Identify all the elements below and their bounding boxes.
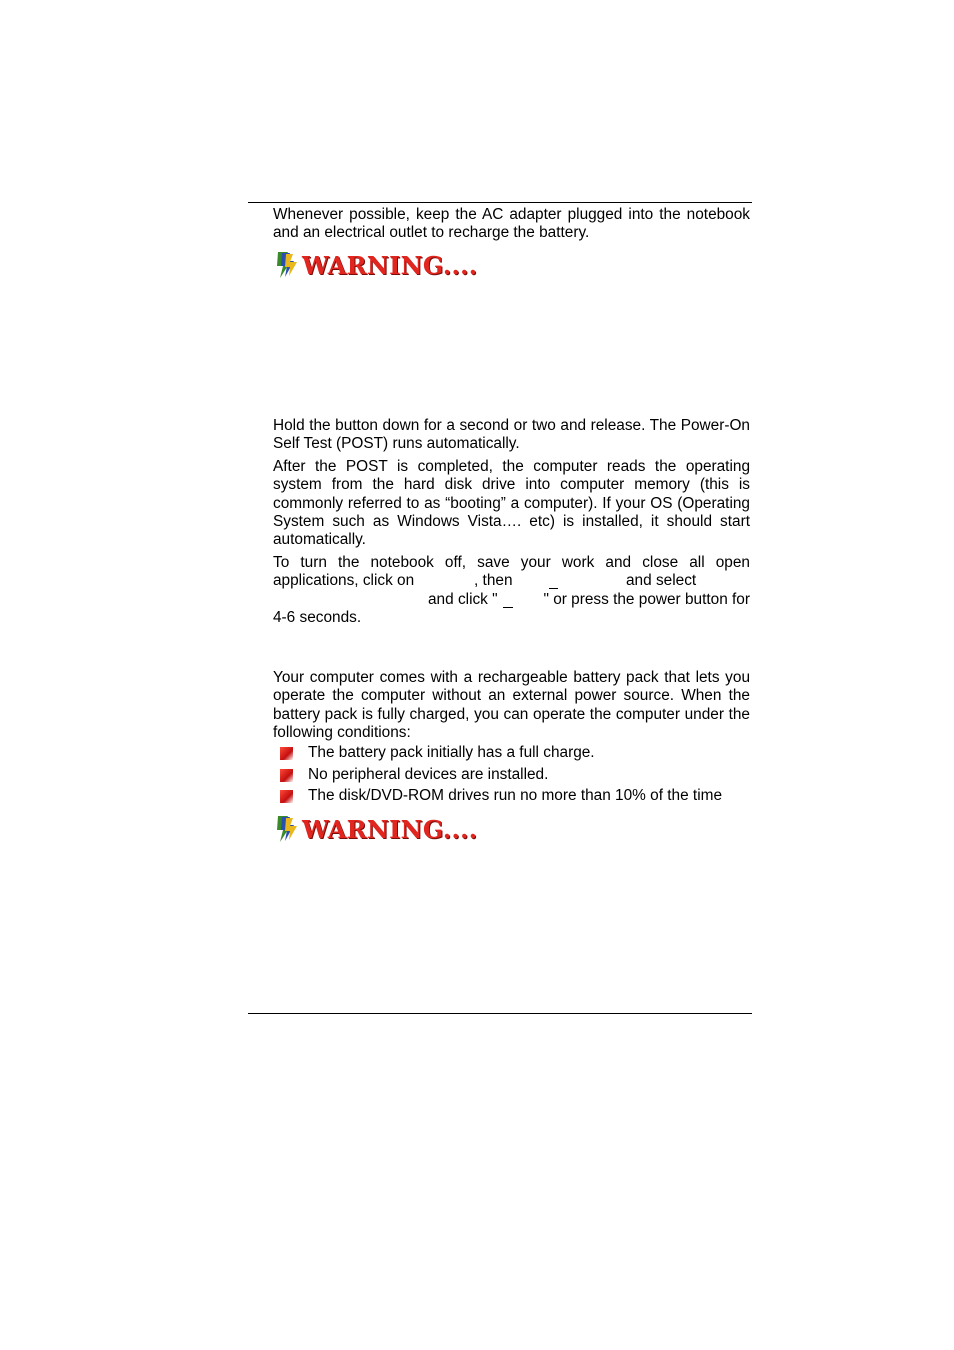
turn-off-line-1: To turn the notebook off, save your work and close all open [273, 554, 750, 571]
para-hold-button: Hold the button down for a second or two and release. The Power-On Self Test (POST) runs automatically. [273, 417, 750, 453]
top-rule [248, 202, 752, 203]
bullet-square-icon [280, 790, 293, 803]
para-turn-off [273, 554, 750, 627]
turn-off-text-e: " or press the power button for [543, 590, 750, 608]
bullet-text: No peripheral devices are installed. [308, 766, 549, 784]
bullet-square-icon [280, 769, 293, 782]
lightning-bolt-icon [274, 815, 300, 843]
turn-off-text-c: and select [626, 572, 697, 590]
turn-off-text-a: applications, click on [273, 572, 415, 590]
turn-off-text-d: and click " [428, 590, 498, 608]
bullet-item-1 [280, 744, 595, 762]
turn-off-text-b: , then [474, 572, 513, 590]
bullet-text: The disk/DVD-ROM drives run no more than 10% of the time [308, 787, 722, 805]
bullet-item-2 [280, 766, 549, 784]
underline-mark [549, 576, 558, 589]
para-adapter: Whenever possible, keep the AC adapter plugged into the notebook and an electrical outlet to recharge the battery. [273, 206, 750, 242]
turn-off-line-4: 4-6 seconds. [273, 608, 362, 626]
bullet-item-3 [280, 787, 722, 805]
underline-mark-2 [503, 595, 513, 608]
para-battery: Your computer comes with a rechargeable battery pack that lets you operate the computer without an external power source. When the battery pack is fully charged, you can operate the computer under the following conditions: [273, 669, 750, 741]
warning-label: WARNING.... [302, 814, 478, 844]
warning-label: WARNING.... [302, 250, 478, 280]
para-post: After the POST is completed, the computer reads the operating system from the hard disk drive into computer memory (this is commonly referred to as “booting” a computer). If your OS (Operating System such as Windows Vista…. etc) is installed, it should start automatically. [273, 458, 750, 549]
bottom-rule [248, 1013, 752, 1014]
bullet-text: The battery pack initially has a full charge. [308, 744, 595, 762]
warning-heading-2 [274, 814, 477, 844]
warning-heading-1 [274, 250, 477, 280]
lightning-bolt-icon [274, 251, 300, 279]
turn-off-line-3 [273, 591, 750, 609]
bullet-square-icon [280, 747, 293, 760]
turn-off-line-2 [273, 572, 750, 590]
